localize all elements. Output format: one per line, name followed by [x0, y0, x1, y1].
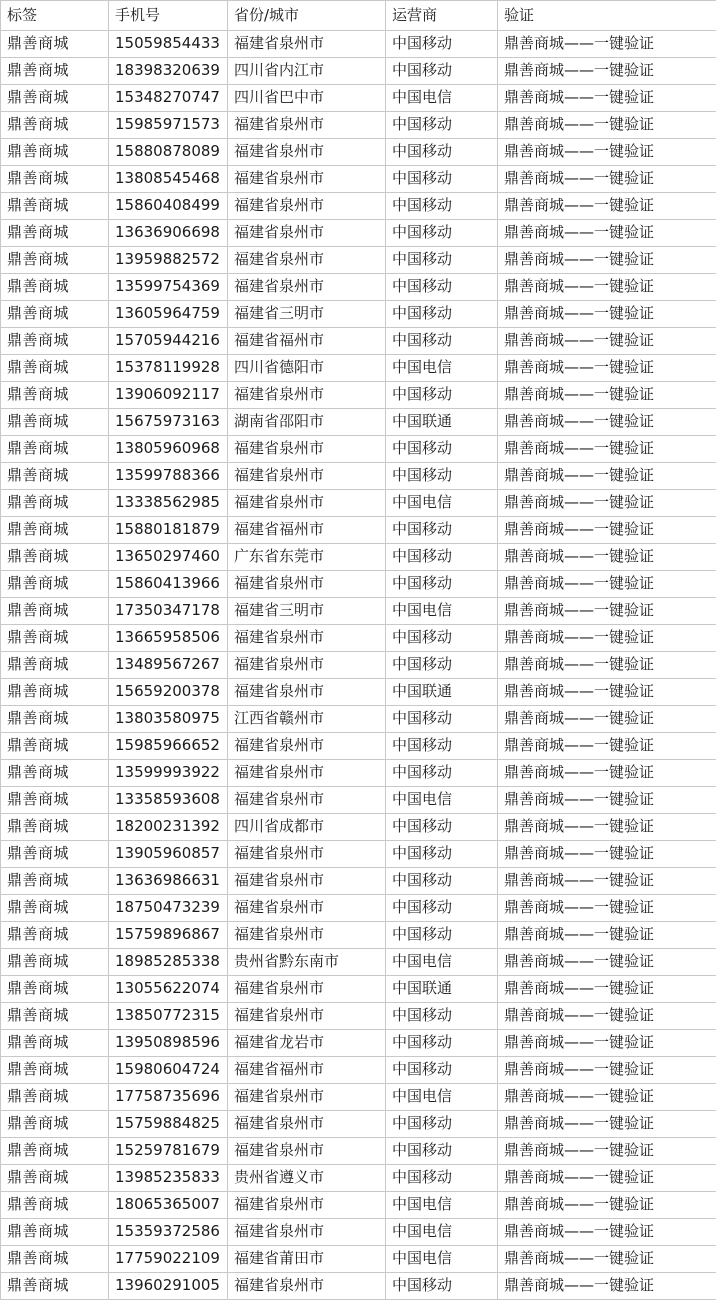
cell-verification: 鼎善商城——一键验证	[498, 571, 716, 598]
cell-label: 鼎善商城	[1, 625, 109, 652]
cell-region: 福建省泉州市	[228, 787, 386, 814]
cell-region: 福建省泉州市	[228, 1003, 386, 1030]
cell-carrier: 中国移动	[386, 220, 498, 247]
table-row	[1, 31, 716, 58]
cell-verification: 鼎善商城——一键验证	[498, 139, 716, 166]
cell-region: 福建省泉州市	[228, 841, 386, 868]
cell-region: 福建省福州市	[228, 517, 386, 544]
cell-verification: 鼎善商城——一键验证	[498, 949, 716, 976]
cell-phone: 15860408499	[109, 193, 228, 220]
table-row	[1, 922, 716, 949]
cell-verification: 鼎善商城——一键验证	[498, 679, 716, 706]
cell-carrier: 中国移动	[386, 112, 498, 139]
table-row	[1, 1138, 716, 1165]
cell-verification: 鼎善商城——一键验证	[498, 490, 716, 517]
cell-verification: 鼎善商城——一键验证	[498, 625, 716, 652]
table-row	[1, 274, 716, 301]
cell-carrier: 中国电信	[386, 598, 498, 625]
cell-carrier: 中国移动	[386, 760, 498, 787]
cell-region: 福建省三明市	[228, 598, 386, 625]
cell-label: 鼎善商城	[1, 490, 109, 517]
cell-verification: 鼎善商城——一键验证	[498, 706, 716, 733]
cell-phone: 15880181879	[109, 517, 228, 544]
cell-region: 福建省三明市	[228, 301, 386, 328]
cell-region: 福建省泉州市	[228, 139, 386, 166]
cell-region: 福建省泉州市	[228, 652, 386, 679]
cell-label: 鼎善商城	[1, 1219, 109, 1246]
column-header-verification: 验证	[498, 1, 716, 31]
cell-phone: 13906092117	[109, 382, 228, 409]
cell-phone: 15705944216	[109, 328, 228, 355]
cell-region: 福建省泉州市	[228, 571, 386, 598]
cell-verification: 鼎善商城——一键验证	[498, 1246, 716, 1273]
cell-phone: 18398320639	[109, 58, 228, 85]
cell-label: 鼎善商城	[1, 31, 109, 58]
cell-verification: 鼎善商城——一键验证	[498, 1084, 716, 1111]
cell-label: 鼎善商城	[1, 112, 109, 139]
cell-region: 广东省东莞市	[228, 544, 386, 571]
cell-region: 福建省泉州市	[228, 1138, 386, 1165]
cell-label: 鼎善商城	[1, 1165, 109, 1192]
cell-phone: 13636986631	[109, 868, 228, 895]
cell-phone: 15985966652	[109, 733, 228, 760]
cell-label: 鼎善商城	[1, 895, 109, 922]
cell-verification: 鼎善商城——一键验证	[498, 1273, 716, 1300]
cell-phone: 15259781679	[109, 1138, 228, 1165]
cell-carrier: 中国移动	[386, 868, 498, 895]
cell-phone: 17758735696	[109, 1084, 228, 1111]
cell-phone: 13358593608	[109, 787, 228, 814]
cell-verification: 鼎善商城——一键验证	[498, 328, 716, 355]
table-row	[1, 193, 716, 220]
table-row	[1, 625, 716, 652]
cell-phone: 15675973163	[109, 409, 228, 436]
cell-phone: 13803580975	[109, 706, 228, 733]
cell-region: 福建省泉州市	[228, 760, 386, 787]
cell-phone: 15378119928	[109, 355, 228, 382]
cell-carrier: 中国移动	[386, 139, 498, 166]
table-row	[1, 85, 716, 112]
cell-verification: 鼎善商城——一键验证	[498, 922, 716, 949]
cell-carrier: 中国电信	[386, 787, 498, 814]
cell-region: 四川省成都市	[228, 814, 386, 841]
cell-region: 湖南省邵阳市	[228, 409, 386, 436]
cell-verification: 鼎善商城——一键验证	[498, 1030, 716, 1057]
table-row	[1, 166, 716, 193]
cell-carrier: 中国移动	[386, 517, 498, 544]
cell-phone: 15348270747	[109, 85, 228, 112]
table-body	[1, 31, 716, 1300]
cell-phone: 15759884825	[109, 1111, 228, 1138]
table-row	[1, 1030, 716, 1057]
cell-region: 福建省泉州市	[228, 1192, 386, 1219]
cell-label: 鼎善商城	[1, 517, 109, 544]
cell-phone: 15759896867	[109, 922, 228, 949]
table-row	[1, 544, 716, 571]
cell-carrier: 中国联通	[386, 679, 498, 706]
cell-verification: 鼎善商城——一键验证	[498, 409, 716, 436]
cell-label: 鼎善商城	[1, 1111, 109, 1138]
cell-label: 鼎善商城	[1, 139, 109, 166]
table-row	[1, 1273, 716, 1300]
cell-phone: 18750473239	[109, 895, 228, 922]
cell-carrier: 中国移动	[386, 706, 498, 733]
cell-carrier: 中国移动	[386, 463, 498, 490]
cell-carrier: 中国电信	[386, 1192, 498, 1219]
cell-label: 鼎善商城	[1, 463, 109, 490]
cell-label: 鼎善商城	[1, 1084, 109, 1111]
cell-carrier: 中国移动	[386, 328, 498, 355]
cell-carrier: 中国移动	[386, 58, 498, 85]
cell-verification: 鼎善商城——一键验证	[498, 544, 716, 571]
cell-region: 福建省泉州市	[228, 274, 386, 301]
cell-verification: 鼎善商城——一键验证	[498, 517, 716, 544]
cell-region: 福建省泉州市	[228, 679, 386, 706]
cell-label: 鼎善商城	[1, 1273, 109, 1300]
cell-label: 鼎善商城	[1, 274, 109, 301]
cell-region: 四川省内江市	[228, 58, 386, 85]
cell-region: 福建省泉州市	[228, 193, 386, 220]
cell-region: 福建省泉州市	[228, 976, 386, 1003]
cell-region: 福建省泉州市	[228, 625, 386, 652]
cell-carrier: 中国移动	[386, 841, 498, 868]
cell-label: 鼎善商城	[1, 247, 109, 274]
cell-verification: 鼎善商城——一键验证	[498, 220, 716, 247]
cell-verification: 鼎善商城——一键验证	[498, 976, 716, 1003]
cell-region: 福建省莆田市	[228, 1246, 386, 1273]
cell-carrier: 中国移动	[386, 382, 498, 409]
cell-region: 福建省泉州市	[228, 868, 386, 895]
cell-region: 江西省赣州市	[228, 706, 386, 733]
cell-phone: 13959882572	[109, 247, 228, 274]
cell-verification: 鼎善商城——一键验证	[498, 868, 716, 895]
table-row	[1, 1165, 716, 1192]
table-row	[1, 895, 716, 922]
cell-phone: 13489567267	[109, 652, 228, 679]
table-row	[1, 760, 716, 787]
cell-carrier: 中国移动	[386, 274, 498, 301]
cell-verification: 鼎善商城——一键验证	[498, 1057, 716, 1084]
cell-region: 福建省福州市	[228, 1057, 386, 1084]
table-row	[1, 706, 716, 733]
table-row	[1, 1219, 716, 1246]
cell-phone: 13338562985	[109, 490, 228, 517]
cell-phone: 13905960857	[109, 841, 228, 868]
cell-phone: 18200231392	[109, 814, 228, 841]
cell-region: 贵州省遵义市	[228, 1165, 386, 1192]
table-row	[1, 787, 716, 814]
cell-verification: 鼎善商城——一键验证	[498, 652, 716, 679]
column-header-carrier: 运营商	[386, 1, 498, 31]
cell-verification: 鼎善商城——一键验证	[498, 760, 716, 787]
table-row	[1, 247, 716, 274]
cell-carrier: 中国移动	[386, 31, 498, 58]
cell-phone: 13605964759	[109, 301, 228, 328]
cell-label: 鼎善商城	[1, 1138, 109, 1165]
cell-region: 福建省泉州市	[228, 733, 386, 760]
cell-carrier: 中国移动	[386, 1273, 498, 1300]
cell-verification: 鼎善商城——一键验证	[498, 436, 716, 463]
table-row	[1, 1111, 716, 1138]
table-row	[1, 301, 716, 328]
cell-verification: 鼎善商城——一键验证	[498, 193, 716, 220]
cell-phone: 15359372586	[109, 1219, 228, 1246]
table-row	[1, 328, 716, 355]
cell-phone: 15880878089	[109, 139, 228, 166]
cell-region: 福建省泉州市	[228, 1084, 386, 1111]
cell-verification: 鼎善商城——一键验证	[498, 1219, 716, 1246]
cell-carrier: 中国移动	[386, 1003, 498, 1030]
cell-carrier: 中国移动	[386, 1165, 498, 1192]
cell-label: 鼎善商城	[1, 382, 109, 409]
cell-carrier: 中国移动	[386, 544, 498, 571]
table-row	[1, 868, 716, 895]
cell-carrier: 中国移动	[386, 301, 498, 328]
cell-label: 鼎善商城	[1, 733, 109, 760]
cell-label: 鼎善商城	[1, 409, 109, 436]
table-row	[1, 58, 716, 85]
cell-carrier: 中国移动	[386, 814, 498, 841]
cell-verification: 鼎善商城——一键验证	[498, 112, 716, 139]
cell-label: 鼎善商城	[1, 85, 109, 112]
cell-label: 鼎善商城	[1, 220, 109, 247]
table-row	[1, 733, 716, 760]
cell-verification: 鼎善商城——一键验证	[498, 301, 716, 328]
cell-verification: 鼎善商城——一键验证	[498, 1003, 716, 1030]
cell-region: 福建省泉州市	[228, 490, 386, 517]
table-row	[1, 517, 716, 544]
table-row	[1, 1057, 716, 1084]
cell-phone: 13055622074	[109, 976, 228, 1003]
cell-label: 鼎善商城	[1, 544, 109, 571]
cell-label: 鼎善商城	[1, 58, 109, 85]
cell-phone: 18065365007	[109, 1192, 228, 1219]
cell-carrier: 中国移动	[386, 652, 498, 679]
cell-region: 福建省泉州市	[228, 1111, 386, 1138]
cell-verification: 鼎善商城——一键验证	[498, 1138, 716, 1165]
table-header	[1, 1, 716, 31]
cell-label: 鼎善商城	[1, 652, 109, 679]
cell-phone: 17759022109	[109, 1246, 228, 1273]
column-header-label: 标签	[1, 1, 109, 31]
cell-region: 福建省泉州市	[228, 436, 386, 463]
table-row	[1, 1084, 716, 1111]
cell-phone: 15985971573	[109, 112, 228, 139]
cell-verification: 鼎善商城——一键验证	[498, 463, 716, 490]
cell-carrier: 中国电信	[386, 1084, 498, 1111]
cell-carrier: 中国移动	[386, 922, 498, 949]
cell-carrier: 中国移动	[386, 1111, 498, 1138]
cell-phone: 15059854433	[109, 31, 228, 58]
cell-verification: 鼎善商城——一键验证	[498, 1165, 716, 1192]
cell-phone: 13808545468	[109, 166, 228, 193]
cell-region: 福建省泉州市	[228, 1219, 386, 1246]
table-row	[1, 679, 716, 706]
cell-label: 鼎善商城	[1, 355, 109, 382]
cell-verification: 鼎善商城——一键验证	[498, 1192, 716, 1219]
cell-label: 鼎善商城	[1, 814, 109, 841]
cell-carrier: 中国联通	[386, 409, 498, 436]
cell-region: 福建省泉州市	[228, 112, 386, 139]
cell-label: 鼎善商城	[1, 598, 109, 625]
cell-verification: 鼎善商城——一键验证	[498, 787, 716, 814]
table-row	[1, 220, 716, 247]
cell-phone: 13665958506	[109, 625, 228, 652]
table-row	[1, 382, 716, 409]
table-row	[1, 1003, 716, 1030]
cell-verification: 鼎善商城——一键验证	[498, 382, 716, 409]
cell-label: 鼎善商城	[1, 1030, 109, 1057]
table-row	[1, 652, 716, 679]
cell-verification: 鼎善商城——一键验证	[498, 274, 716, 301]
cell-carrier: 中国移动	[386, 733, 498, 760]
table-row	[1, 355, 716, 382]
cell-carrier: 中国移动	[386, 625, 498, 652]
table-row	[1, 949, 716, 976]
cell-region: 福建省泉州市	[228, 382, 386, 409]
cell-region: 福建省泉州市	[228, 922, 386, 949]
cell-verification: 鼎善商城——一键验证	[498, 814, 716, 841]
cell-label: 鼎善商城	[1, 1003, 109, 1030]
cell-phone: 13960291005	[109, 1273, 228, 1300]
cell-carrier: 中国移动	[386, 166, 498, 193]
cell-carrier: 中国电信	[386, 1246, 498, 1273]
table-row	[1, 112, 716, 139]
table-row	[1, 463, 716, 490]
cell-carrier: 中国移动	[386, 1030, 498, 1057]
table-row	[1, 139, 716, 166]
cell-region: 福建省福州市	[228, 328, 386, 355]
cell-region: 福建省泉州市	[228, 463, 386, 490]
cell-region: 福建省泉州市	[228, 895, 386, 922]
table-row	[1, 571, 716, 598]
cell-carrier: 中国电信	[386, 949, 498, 976]
table-row	[1, 1246, 716, 1273]
cell-verification: 鼎善商城——一键验证	[498, 355, 716, 382]
cell-phone: 13650297460	[109, 544, 228, 571]
table-row	[1, 598, 716, 625]
cell-label: 鼎善商城	[1, 193, 109, 220]
cell-phone: 13599788366	[109, 463, 228, 490]
column-header-phone: 手机号	[109, 1, 228, 31]
cell-phone: 13985235833	[109, 1165, 228, 1192]
table-row	[1, 436, 716, 463]
cell-verification: 鼎善商城——一键验证	[498, 895, 716, 922]
cell-phone: 15860413966	[109, 571, 228, 598]
cell-label: 鼎善商城	[1, 760, 109, 787]
cell-label: 鼎善商城	[1, 976, 109, 1003]
cell-carrier: 中国联通	[386, 976, 498, 1003]
cell-phone: 17350347178	[109, 598, 228, 625]
cell-verification: 鼎善商城——一键验证	[498, 247, 716, 274]
table-row	[1, 409, 716, 436]
table-header-row	[1, 1, 716, 31]
cell-verification: 鼎善商城——一键验证	[498, 598, 716, 625]
cell-phone: 13599993922	[109, 760, 228, 787]
cell-region: 福建省龙岩市	[228, 1030, 386, 1057]
cell-label: 鼎善商城	[1, 868, 109, 895]
cell-region: 贵州省黔东南市	[228, 949, 386, 976]
cell-carrier: 中国移动	[386, 193, 498, 220]
cell-phone: 13636906698	[109, 220, 228, 247]
cell-phone: 13950898596	[109, 1030, 228, 1057]
cell-carrier: 中国移动	[386, 247, 498, 274]
cell-carrier: 中国移动	[386, 1138, 498, 1165]
cell-carrier: 中国移动	[386, 571, 498, 598]
cell-carrier: 中国移动	[386, 895, 498, 922]
cell-phone: 13805960968	[109, 436, 228, 463]
table-row	[1, 841, 716, 868]
cell-region: 福建省泉州市	[228, 166, 386, 193]
cell-carrier: 中国电信	[386, 1219, 498, 1246]
cell-region: 四川省德阳市	[228, 355, 386, 382]
table-row	[1, 976, 716, 1003]
cell-phone: 13599754369	[109, 274, 228, 301]
cell-verification: 鼎善商城——一键验证	[498, 841, 716, 868]
cell-carrier: 中国移动	[386, 1057, 498, 1084]
cell-label: 鼎善商城	[1, 1057, 109, 1084]
cell-label: 鼎善商城	[1, 787, 109, 814]
cell-verification: 鼎善商城——一键验证	[498, 166, 716, 193]
column-header-region: 省份/城市	[228, 1, 386, 31]
cell-label: 鼎善商城	[1, 949, 109, 976]
table-row	[1, 490, 716, 517]
cell-label: 鼎善商城	[1, 1246, 109, 1273]
cell-label: 鼎善商城	[1, 706, 109, 733]
cell-label: 鼎善商城	[1, 571, 109, 598]
cell-verification: 鼎善商城——一键验证	[498, 85, 716, 112]
cell-label: 鼎善商城	[1, 301, 109, 328]
cell-carrier: 中国电信	[386, 355, 498, 382]
cell-phone: 18985285338	[109, 949, 228, 976]
cell-label: 鼎善商城	[1, 1192, 109, 1219]
cell-label: 鼎善商城	[1, 841, 109, 868]
cell-region: 福建省泉州市	[228, 220, 386, 247]
cell-carrier: 中国移动	[386, 436, 498, 463]
cell-label: 鼎善商城	[1, 436, 109, 463]
cell-region: 四川省巴中市	[228, 85, 386, 112]
cell-verification: 鼎善商城——一键验证	[498, 733, 716, 760]
cell-verification: 鼎善商城——一键验证	[498, 1111, 716, 1138]
cell-label: 鼎善商城	[1, 166, 109, 193]
cell-phone: 13850772315	[109, 1003, 228, 1030]
cell-region: 福建省泉州市	[228, 247, 386, 274]
cell-verification: 鼎善商城——一键验证	[498, 31, 716, 58]
cell-region: 福建省泉州市	[228, 31, 386, 58]
cell-label: 鼎善商城	[1, 328, 109, 355]
cell-phone: 15980604724	[109, 1057, 228, 1084]
table-row	[1, 814, 716, 841]
cell-carrier: 中国电信	[386, 490, 498, 517]
cell-verification: 鼎善商城——一键验证	[498, 58, 716, 85]
cell-region: 福建省泉州市	[228, 1273, 386, 1300]
cell-label: 鼎善商城	[1, 922, 109, 949]
cell-phone: 15659200378	[109, 679, 228, 706]
table-row	[1, 1192, 716, 1219]
cell-carrier: 中国电信	[386, 85, 498, 112]
cell-label: 鼎善商城	[1, 679, 109, 706]
